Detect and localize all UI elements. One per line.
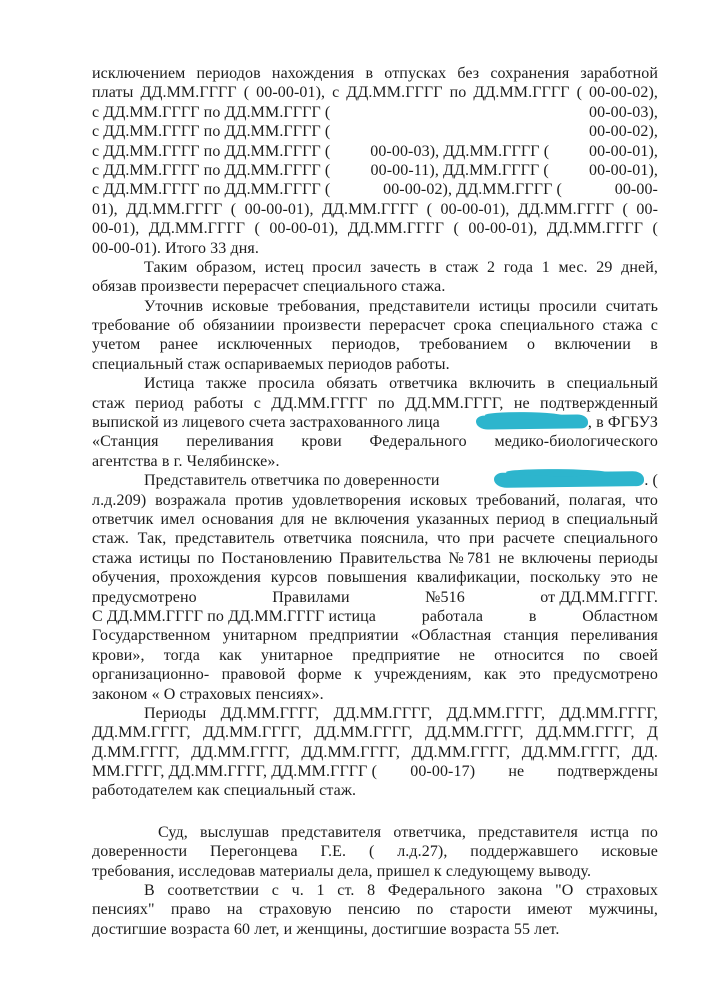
text-line: Д.ММ.ГГГГ, ДД.ММ.ГГГГ, ДД.ММ.ГГГГ, ДД.ММ.ГГГГ, ДД.ММ.ГГГГ, ДД.	[92, 743, 658, 761]
text-segment: поддержавшего	[470, 843, 579, 861]
text-line: Истица также просила обязать ответчика включить в специальный	[144, 375, 658, 393]
text-line: Государственном унитарном предприятии «Областная станция переливания	[92, 627, 658, 645]
text-line: Суд, выслушав представителя ответчика, представителя истца по	[158, 823, 658, 841]
text-segment: требованием	[419, 336, 508, 354]
text-segment: с ДД.ММ.ГГГГ по ДД.ММ.ГГГГ (	[92, 181, 331, 199]
text-segment: выпиской из лицевого счета застрахованного лица	[92, 414, 440, 432]
text-segment: . (	[644, 472, 658, 490]
text-line: платы ДД.ММ.ГГГГ ( 00-00-01), с ДД.ММ.ГГГГ по ДД.ММ.ГГГГ ( 00-00-02),	[92, 84, 658, 102]
text-segment: 00-00-01),	[589, 142, 658, 160]
text-segment: крови	[301, 433, 342, 451]
text-segment: ранее	[159, 336, 199, 354]
text-line: работодателем как специальный стаж.	[92, 782, 357, 800]
text-segment: Г.Е.	[320, 843, 347, 861]
text-line	[92, 142, 658, 161]
text-line	[92, 607, 658, 626]
text-segment: Областном	[582, 607, 658, 625]
redaction-mark	[476, 414, 588, 429]
text-segment: №516	[425, 588, 465, 606]
text-segment: медико-биологического	[494, 433, 658, 451]
text-segment: в	[650, 336, 658, 354]
text-line: 00-00-01). Итого 33 дня.	[92, 239, 259, 257]
text-line: обучения, прохождения курсов повышения квалификации, поскольку это не	[92, 569, 658, 587]
text-line: стажа истицы по Постановлению Правительства №781 не включены периоды	[92, 549, 658, 567]
text-segment	[476, 413, 658, 432]
text-segment: 00-00-03), ДД.ММ.ГГГГ (	[370, 142, 550, 160]
text-segment: Правилами	[272, 588, 350, 606]
text-segment: с ДД.ММ.ГГГГ по ДД.ММ.ГГГГ (	[92, 142, 331, 160]
text-segment: в	[528, 607, 537, 625]
text-segment: Федерального	[369, 433, 467, 451]
text-segment: периодов,	[331, 336, 401, 354]
text-segment: Перегонцева	[210, 843, 298, 861]
text-line	[92, 471, 658, 490]
text-segment: работала	[421, 607, 484, 625]
text-segment: 00-00-01),	[589, 161, 658, 179]
text-segment: предусмотрено	[92, 588, 197, 606]
text-line: организационно- правовой форме к учреждениям, как это предусмотрено	[92, 666, 658, 684]
text-segment: ММ.ГГГГ, ДД.ММ.ГГГГ, ДД.ММ.ГГГГ (	[92, 763, 378, 781]
text-segment: исключенных	[217, 336, 313, 354]
text-line	[92, 122, 658, 141]
text-line	[92, 413, 658, 432]
text-segment: не	[508, 763, 525, 781]
text-line: стаж период работы с ДД.ММ.ГГГГ по ДД.ММ.ГГГГ, не подтвержденный	[92, 394, 658, 412]
text-line: обязав произвести перерасчет специального стажа.	[92, 278, 446, 296]
text-line: л.д.209) возражала против удовлетворения исковых требований, полагая, что	[92, 491, 658, 509]
text-line	[92, 842, 658, 861]
text-segment: 00-00-03),	[589, 103, 658, 121]
text-line: требования, исследовав материалы дела, пришел к следующему выводу.	[92, 862, 592, 880]
text-segment: включении	[554, 336, 631, 354]
text-line: достигшие возраста 60 лет, и женщины, достигшие возраста 55 лет.	[92, 920, 560, 938]
text-line	[92, 180, 658, 199]
text-segment: (	[368, 843, 375, 861]
text-segment: исковые	[601, 843, 658, 861]
text-line: Таким образом, истец просил зачесть в стаж 2 года 1 мес. 29 дней,	[144, 258, 658, 276]
text-line: стаж. Так, представитель ответчика пояснила, что при расчете специального	[92, 530, 658, 548]
text-segment: С ДД.ММ.ГГГГ по ДД.ММ.ГГГГ истица	[92, 607, 376, 625]
text-segment: подтверждены	[557, 763, 658, 781]
text-line: крови», тогда как унитарное предприятие не относится по своей	[92, 646, 658, 664]
text-segment: л.д.27),	[397, 843, 448, 861]
text-segment: 00-00-02),	[589, 123, 658, 141]
text-segment: , в ФГБУЗ	[587, 414, 658, 432]
text-line: Периоды ДД.ММ.ГГГГ, ДД.ММ.ГГГГ, ДД.ММ.ГГГГ, ДД.ММ.ГГГГ,	[144, 704, 658, 722]
text-line	[92, 335, 658, 354]
text-line: 01), ДД.ММ.ГГГГ ( 00-00-01), ДД.ММ.ГГГГ ( 00-00-01), ДД.ММ.ГГГГ ( 00-	[92, 200, 658, 218]
text-line	[92, 588, 658, 607]
text-segment: от ДД.ММ.ГГГГ.	[540, 588, 658, 606]
text-line: В соответствии с ч. 1 ст. 8 Федерального закона "О страховых	[144, 882, 658, 900]
text-segment: переливания	[186, 433, 274, 451]
text-line	[92, 762, 658, 781]
text-segment: 00-00-02), ДД.ММ.ГГГГ (	[383, 181, 562, 199]
text-segment: с ДД.ММ.ГГГГ по ДД.ММ.ГГГГ (	[92, 123, 331, 141]
text-line	[92, 801, 658, 823]
text-line: Уточнив исковые требования, представители истицы просили считать	[144, 297, 658, 315]
text-line	[92, 103, 658, 122]
text-line	[92, 432, 658, 451]
text-segment: «Станция	[92, 433, 159, 451]
text-segment: о	[527, 336, 536, 354]
text-line: ответчик имел основания для не включения указанных период в специальный	[92, 510, 658, 528]
text-segment: с ДД.ММ.ГГГГ по ДД.ММ.ГГГГ (	[92, 161, 331, 179]
text-segment: Представитель ответчика по доверенности	[144, 472, 440, 490]
text-line	[92, 161, 658, 180]
text-segment: учетом	[92, 336, 141, 354]
redaction-mark	[494, 471, 644, 488]
text-line: ДД.ММ.ГГГГ, ДД.ММ.ГГГГ, ДД.ММ.ГГГГ, ДД.ММ.ГГГГ, ДД.ММ.ГГГГ, Д	[92, 724, 658, 742]
text-segment: 00-00-11), ДД.ММ.ГГГГ (	[370, 161, 549, 179]
text-line: законом « О страховых пенсиях».	[92, 685, 324, 703]
text-segment: 00-00-17)	[410, 763, 476, 781]
text-line: агентства в г. Челябинске».	[92, 452, 280, 470]
text-line: пенсиях" право на страховую пенсию по старости имеют мужчины,	[92, 901, 658, 919]
document-body	[92, 64, 658, 939]
text-line: специальный стаж оспариваемых периодов работы.	[92, 355, 450, 373]
text-segment: 00-00-	[614, 181, 658, 199]
text-line: 00-01), ДД.ММ.ГГГГ ( 00-00-01), ДД.ММ.ГГГГ ( 00-00-01), ДД.ММ.ГГГГ (	[92, 220, 658, 238]
text-segment: доверенности	[92, 843, 188, 861]
text-line: требование об обязаниии произвести перерасчет срока специального стажа с	[92, 317, 658, 335]
text-segment	[494, 471, 658, 490]
text-line: исключением периодов нахождения в отпусках без сохранения заработной	[92, 65, 658, 82]
text-segment: с ДД.ММ.ГГГГ по ДД.ММ.ГГГГ (	[92, 103, 331, 121]
